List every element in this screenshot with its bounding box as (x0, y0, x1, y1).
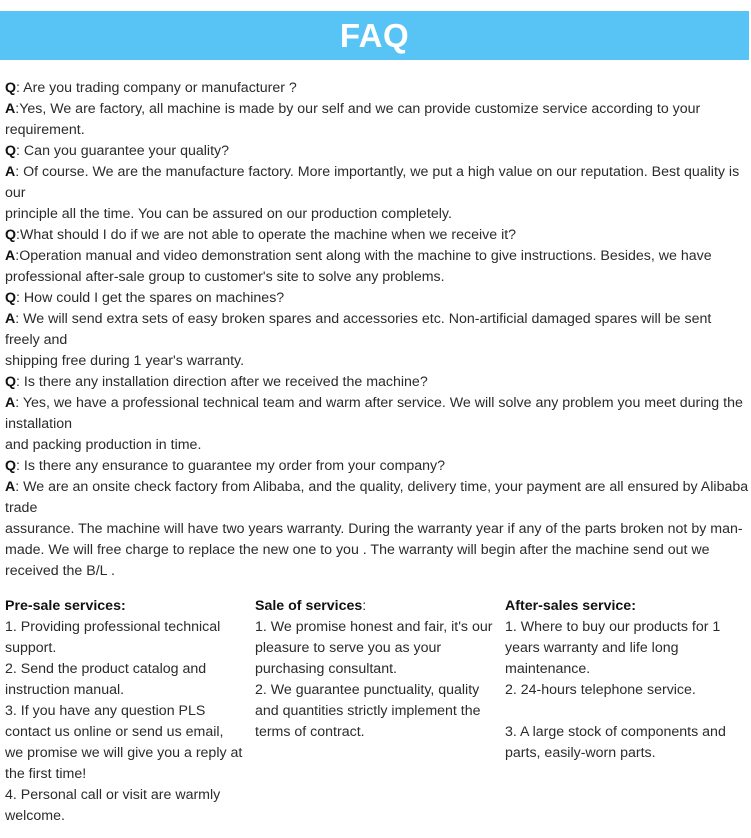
faq-list (5, 78, 749, 582)
answer-prefix: A (5, 164, 16, 180)
answer-text: : Of course. We are the manufacture factory. More importantly, we put a high value on our reputation. Best quality is our (5, 164, 740, 201)
question-text: : Is there any installation direction after we received the machine? (16, 374, 428, 390)
faq-answer (5, 246, 749, 288)
faq-answer-continued: shipping free during 1 year's warranty. (5, 353, 245, 369)
pre-sale-column (5, 596, 245, 827)
list-item: 1. Providing professional technical support. (5, 619, 221, 656)
question-text: :What should I do if we are not able to operate the machine when we receive it? (16, 227, 517, 243)
faq-question (5, 456, 749, 477)
faq-question (5, 372, 749, 393)
question-prefix: Q (5, 227, 17, 243)
question-text: : Can you guarantee your quality? (16, 143, 229, 159)
question-prefix: Q (5, 458, 17, 474)
list-item: 2. 24-hours telephone service. (505, 682, 696, 698)
faq-answer (5, 309, 749, 351)
question-prefix: Q (5, 290, 17, 306)
faq-item (5, 141, 749, 225)
page-title: FAQ (339, 17, 410, 54)
sale-heading-colon: : (362, 598, 367, 614)
after-sales-column (505, 596, 745, 764)
question-text: : How could I get the spares on machines? (16, 290, 285, 306)
pre-sale-heading: Pre-sale services: (5, 598, 126, 614)
question-prefix: Q (5, 374, 17, 390)
question-prefix: Q (5, 143, 17, 159)
faq-question (5, 141, 749, 162)
faq-question (5, 78, 749, 99)
list-item: 2. Send the product catalog and instruction manual. (5, 661, 207, 698)
faq-answer (5, 393, 749, 435)
list-item: 3. If you have any question PLS contact us online or send us email, we promise we will give you a reply at the first time! (5, 703, 243, 782)
after-sales-heading: After-sales service: (505, 598, 636, 614)
faq-banner (0, 11, 749, 60)
answer-text: : Yes, we have a professional technical team and warm after service. We will solve any problem you meet during the installation (5, 395, 743, 432)
answer-text: : We will send extra sets of easy broken spares and accessories etc. Non-artificial damaged spares will be sent freely and (5, 311, 712, 348)
faq-question (5, 288, 749, 309)
list-item: 1. We promise honest and fair, it's our pleasure to serve you as your purchasing consultant. (255, 619, 493, 677)
list-item: 1. Where to buy our products for 1 years warranty and life long maintenance. (505, 619, 721, 677)
question-text: : Are you trading company or manufacturer ? (16, 80, 297, 96)
faq-answer-continued: and packing production in time. (5, 437, 202, 453)
faq-answer-continued: assurance. The machine will have two years warranty. During the warranty year if any of the parts broken not by man-made. We will free charge to replace the new one to you . The warranty will begin after the machine send out we received the B/L . (5, 521, 743, 579)
faq-question (5, 225, 749, 246)
answer-prefix: A (5, 479, 16, 495)
answer-text: :Yes, We are factory, all machine is made by our self and we can provide customize service according to your requirement. (5, 101, 701, 138)
faq-answer-continued: principle all the time. You can be assured on our production completely. (5, 206, 452, 222)
answer-prefix: A (5, 248, 16, 264)
list-item: 3. A large stock of components and parts, easily-worn parts. (505, 724, 726, 761)
faq-item (5, 225, 749, 288)
answer-prefix: A (5, 311, 16, 327)
faq-answer (5, 162, 749, 204)
list-item: 4. Personal call or visit are warmly welcome. (5, 787, 221, 824)
question-prefix: Q (5, 80, 17, 96)
list-item: 2. We guarantee punctuality, quality and quantities strictly implement the terms of contract. (255, 682, 481, 740)
faq-item (5, 288, 749, 372)
question-text: : Is there any ensurance to guarantee my order from your company? (16, 458, 446, 474)
faq-answer (5, 477, 749, 519)
sale-heading (255, 596, 500, 617)
faq-item (5, 78, 749, 141)
answer-text: : We are an onsite check factory from Alibaba, and the quality, delivery time, your payment are all ensured by Alibaba trade (5, 479, 749, 516)
answer-text: :Operation manual and video demonstration sent along with the machine to give instructions. Besides, we have professional after-sale group to customer's site to solve any problems. (5, 248, 712, 285)
sale-column (255, 596, 500, 743)
faq-item (5, 372, 749, 456)
answer-prefix: A (5, 101, 16, 117)
faq-item (5, 456, 749, 582)
sale-heading-text: Sale of services (255, 598, 363, 614)
answer-prefix: A (5, 395, 16, 411)
faq-answer (5, 99, 749, 141)
